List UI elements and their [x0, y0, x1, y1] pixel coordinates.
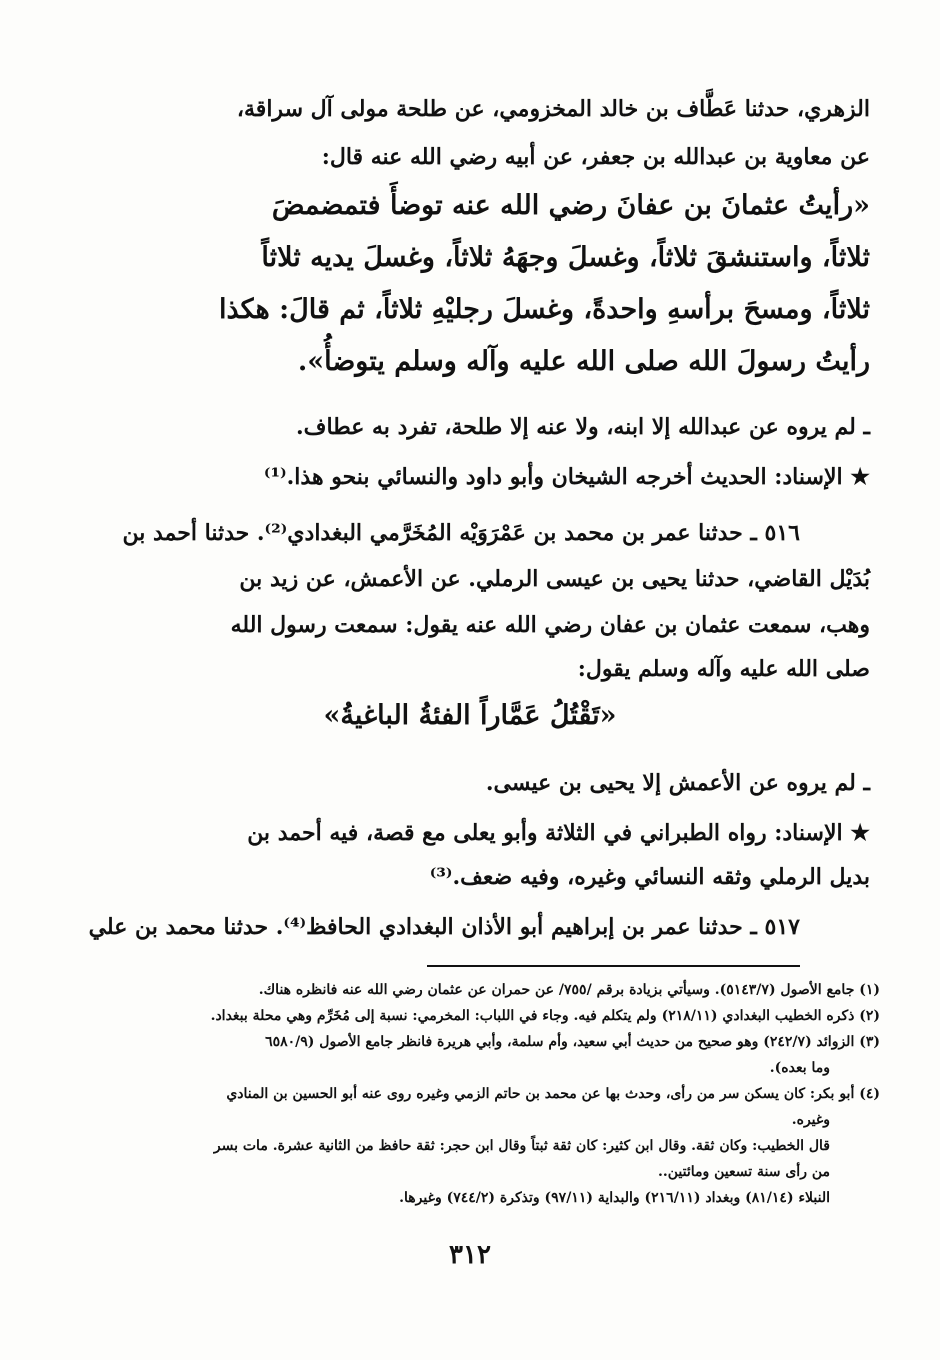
footnote-continuation: النبلاء (٨١/١٤) وبغداد (٢١٦/١١) والبداية (٩٧/١١) وتذكرة (٧٤٤/٢) وغيرها. [399, 1190, 830, 1206]
footnote-continuation: قال الخطيب: وكان ثقة. وقال ابن كثير: كان ثقة ثبتاً وقال ابن حجر: ثقة حافظ من الثانية عشرة. مات بسر [213, 1138, 830, 1154]
text-line: بديل الرملي وثقه النسائي وغيره، وفيه ضعف.⁽³⁾ [429, 864, 870, 890]
isnad-note: ★ الإسناد: الحديث أخرجه الشيخان وأبو داود والنسائي بنحو هذا.⁽¹⁾ [263, 464, 870, 490]
footnote-continuation: وغيره. [791, 1112, 830, 1128]
footnote: (٤) أبو بكر: كان يسكن سر من رأى، وحدث بها عن محمد بن حاتم الزمي وغيره روى عنه أبو الحسين بن المنادي [226, 1086, 880, 1102]
footnote: (١) جامع الأصول (٥١٤٣/٧). وسيأتي بزيادة برقم /٧٥٥/ عن حمران عن عثمان رضي الله عنه فانظره هناك. [258, 982, 880, 998]
hadith-516-heading: ٥١٦ ـ حدثنا عمر بن محمد بن عَمْرَوَيْه المُخَرَّمي البغدادي⁽²⁾. حدثنا أحمد بن [122, 520, 800, 546]
footnote: (٣) الزوائد (٢٤٢/٧) وهو صحيح من حديث أبي سعيد، وأم سلمة، وأبي هريرة فانظر جامع الأصول (٦٥٨٠/٩ [265, 1034, 880, 1050]
hadith-text-line: ثلاثاً، واستنشقَ ثلاثاً، وغسلَ وجهَهُ ثلاثاً، وغسلَ يديه ثلاثاً [261, 242, 870, 273]
page-number: ٣١٢ [449, 1240, 491, 1270]
text-line: عن معاوية بن عبدالله بن جعفر، عن أبيه رضي الله عنه قال: [321, 144, 870, 170]
remark-line: ـ لم يروه عن الأعمش إلا يحيى بن عيسى. [485, 770, 870, 796]
hadith-text-line: رأيتُ رسولَ الله صلى الله عليه وآله وسلم يتوضأُ». [297, 346, 870, 377]
text-line: وهب، سمعت عثمان بن عفان رضي الله عنه يقول: سمعت رسول الله [230, 612, 870, 638]
text-line: بُدَيْل القاضي، حدثنا يحيى بن عيسى الرملي. عن الأعمش، عن زيد بن [239, 566, 870, 592]
footnote-continuation: من رأى سنة تسعين ومائتين.. [657, 1164, 830, 1180]
hadith-517-heading: ٥١٧ ـ حدثنا عمر بن إبراهيم أبو الأذان البغدادي الحافظ⁽⁴⁾. حدثنا محمد بن علي [88, 914, 800, 940]
text-line: الزهري، حدثنا عَطَّاف بن خالد المخزومي، عن طلحة مولى آل سراقة، [236, 96, 870, 122]
footnote: (٢) ذكره الخطيب البغدادي (٢١٨/١١) ولم يتكلم فيه. وجاء في اللباب: المخرمي: نسبة إلى مُخَرِّم وهي محلة ببغداد. [210, 1008, 880, 1024]
footnote-continuation: وما بعده). [769, 1060, 830, 1076]
footnote-separator [427, 965, 800, 967]
hadith-text-line: «رأيتُ عثمانَ بن عفانَ رضي الله عنه توضأَ فتمضمضَ [271, 190, 870, 221]
text-line: صلى الله عليه وآله وسلم يقول: [577, 656, 870, 682]
remark-line: ـ لم يروه عن عبدالله إلا ابنه، ولا عنه إلا طلحة، تفرد به عطاف. [295, 414, 870, 440]
isnad-note: ★ الإسناد: رواه الطبراني في الثلاثة وأبو يعلى مع قصة، فيه أحمد بن [247, 820, 870, 846]
hadith-text-line: ثلاثاً، ومسحَ برأسهِ واحدةً، وغسلَ رجليْهِ ثلاثاً، ثم قالَ: هكذا [218, 294, 870, 325]
hadith-text-centered: «تَقْتُلُ عَمَّاراً الفئةُ الباغيةُ» [323, 700, 617, 731]
